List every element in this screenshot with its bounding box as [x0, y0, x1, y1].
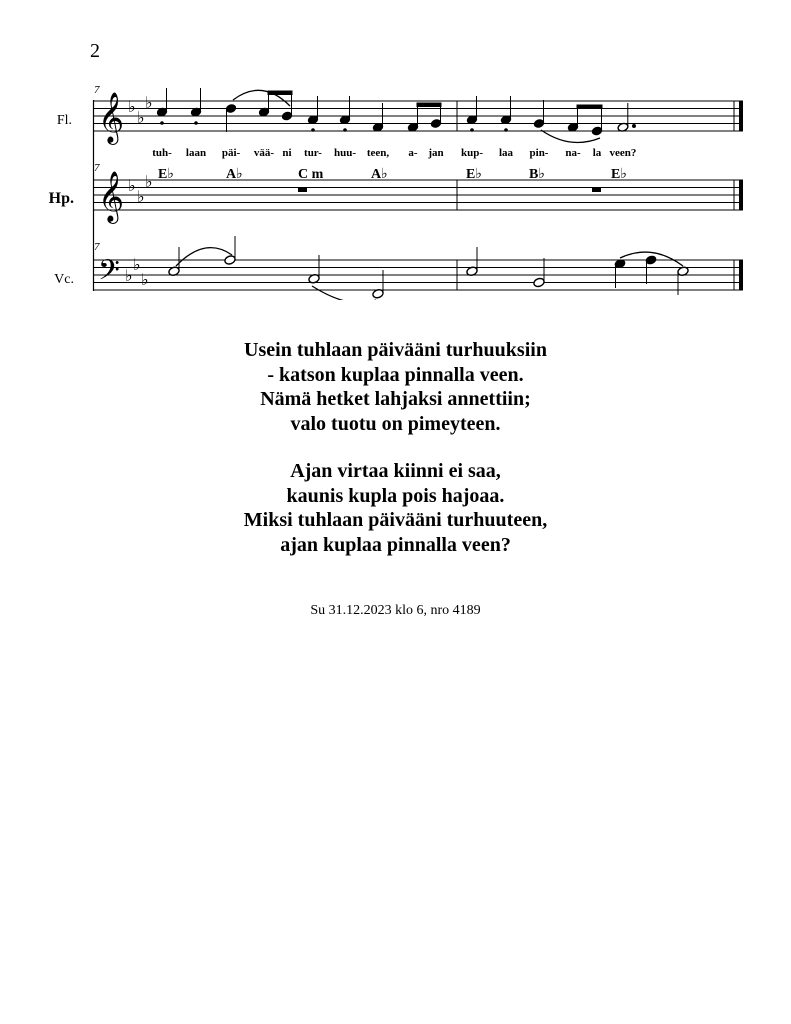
chord-symbol: B♭ — [529, 167, 545, 182]
chord-symbol: E♭ — [158, 167, 174, 182]
chord-symbol: A♭ — [371, 167, 388, 182]
chord-symbol: E♭ — [611, 167, 627, 182]
final-barline-thick — [739, 260, 743, 290]
cello-staff — [94, 260, 743, 290]
lyric-syllable: tuh- — [152, 147, 172, 159]
page-number: 2 — [90, 40, 100, 62]
final-barline-thick — [739, 101, 743, 131]
lyric-syllable: pin- — [529, 147, 549, 159]
slur — [312, 286, 376, 300]
svg-text:♭: ♭ — [145, 95, 153, 112]
stanza-1 — [0, 338, 791, 436]
lyric-syllable: laa — [498, 147, 514, 159]
final-barline-thick — [739, 180, 743, 210]
chord-symbol: E♭ — [466, 167, 482, 182]
measure-number-harp: 7 — [94, 162, 100, 174]
svg-text:♭: ♭ — [141, 272, 149, 289]
stanza-2 — [0, 459, 791, 557]
svg-text:♭: ♭ — [137, 110, 145, 127]
lyric-syllable: na- — [565, 147, 581, 159]
chord-symbol: C m — [298, 167, 324, 182]
chord-symbol: A♭ — [226, 167, 243, 182]
bass-clef-icon: 𝄢 — [98, 256, 120, 293]
date-note: Su 31.12.2023 klo 6, nro 4189 — [310, 603, 481, 618]
lyric-syllable: veen? — [609, 147, 637, 159]
slur — [176, 248, 232, 266]
lyric-syllable: vää- — [253, 147, 275, 159]
flute-notes — [156, 88, 635, 136]
poem-line: valo tuotu on pimeyteen. — [290, 412, 501, 435]
svg-text:♭: ♭ — [125, 268, 133, 285]
lyric-syllable: laan — [185, 147, 207, 159]
lyric-syllable: teen, — [366, 147, 390, 159]
measure-number-flute: 7 — [94, 84, 100, 96]
key-signature-flats-icon — [128, 95, 153, 127]
lyric-underlay — [152, 147, 636, 159]
treble-clef-icon: 𝄞 — [98, 93, 125, 142]
music-score — [0, 0, 791, 300]
lyric-syllable: ni — [282, 147, 292, 159]
svg-text:♭: ♭ — [145, 174, 153, 191]
lyric-syllable: päi- — [221, 147, 241, 159]
lyric-syllable: kup- — [460, 147, 484, 159]
poem-line: Miksi tuhlaan päivääni turhuuteen, — [243, 509, 548, 531]
lyric-syllable: a- — [408, 147, 418, 159]
svg-text:♭: ♭ — [137, 189, 145, 206]
poem-line: Ajan virtaa kiinni ei saa, — [290, 460, 501, 482]
lyric-syllable: la — [592, 147, 602, 159]
poem-line: ajan kuplaa pinnalla veen? — [280, 533, 511, 556]
instrument-label-cello: Vc. — [54, 272, 74, 287]
whole-rest-icon — [592, 188, 601, 192]
poem-line: Usein tuhlaan päivääni turhuuksiin — [244, 339, 547, 361]
treble-clef-icon: 𝄞 — [98, 172, 125, 221]
whole-rest-icon — [298, 188, 307, 192]
slur — [541, 130, 600, 143]
lyric-syllable: tur- — [304, 147, 322, 159]
svg-text:♭: ♭ — [128, 99, 136, 116]
instrument-label-harp: Hp. — [48, 190, 74, 207]
poem — [0, 338, 791, 580]
measure-number-cello: 7 — [94, 241, 100, 253]
poem-line: - katson kuplaa pinnalla veen. — [267, 363, 524, 386]
instrument-label-flute: Fl. — [56, 113, 72, 128]
key-signature-flats-icon — [125, 257, 149, 289]
svg-text:♭: ♭ — [133, 257, 141, 274]
lyric-syllable: jan — [428, 147, 444, 159]
lyric-syllable: huu- — [333, 147, 357, 159]
poem-line: Nämä hetket lahjaksi annettiin; — [260, 388, 531, 410]
svg-text:♭: ♭ — [128, 178, 136, 195]
harp-staff — [94, 180, 743, 210]
poem-line: kaunis kupla pois hajoaa. — [286, 484, 505, 507]
key-signature-flats-icon — [128, 174, 153, 206]
